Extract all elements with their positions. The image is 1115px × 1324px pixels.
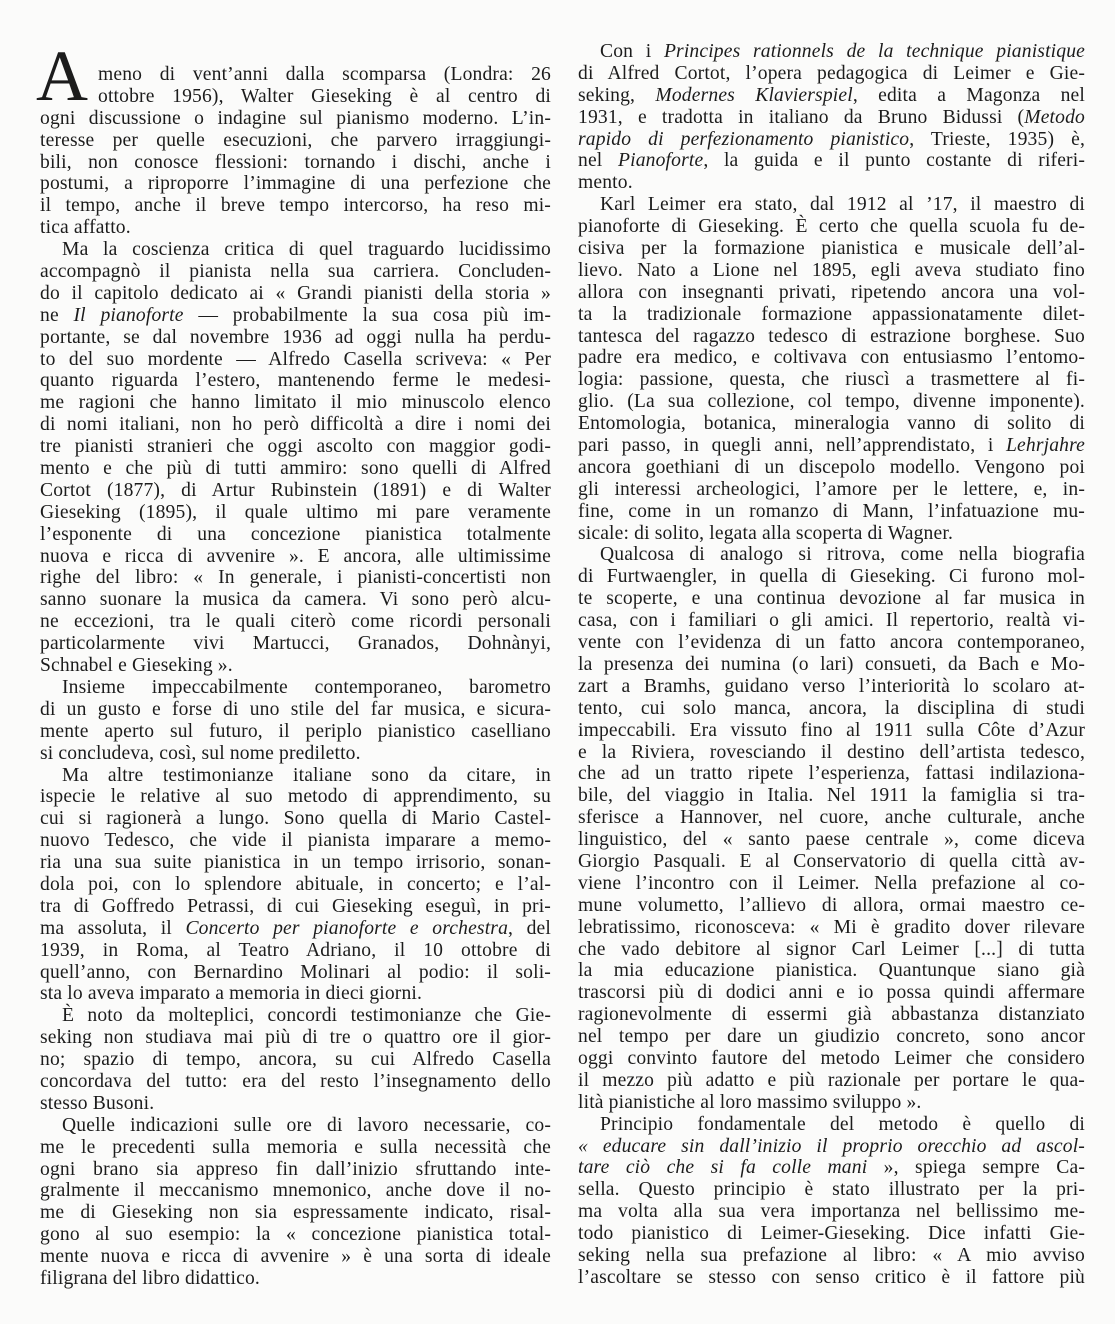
text-segment: ne eccezioni, tra le quali citerò come ricordi personali [40,611,551,633]
text-segment: sanno suonare la musica da camera. Vi sono però alcu- [40,589,551,611]
text-segment: Quelle indicazioni sulle ore di lavoro necessarie, co- [62,1114,551,1136]
text-segment: tre pianisti stranieri che oggi ascolto con maggior godi- [40,436,551,458]
text-segment: la presenza dei numina (o lari) consueti, da Bach e Mo- [578,653,1085,675]
text-line [40,546,551,568]
text-segment: l’esponente di una concezione pianistica totalmente [40,523,551,545]
text-segment: bile, del viaggio in Italia. Nel 1911 la famiglia si tra- [578,785,1085,807]
text-line [40,940,551,962]
text-line [578,63,1085,85]
text-segment: me le precedenti sulla memoria e sulla necessità che [40,1136,551,1158]
text-line [40,392,551,414]
text-line [578,654,1085,676]
italic-title: Modernes Klavierspiel [655,84,853,106]
text-line [40,1246,551,1268]
text-segment: todo pianistico di Leimer-Gieseking. Dice infatti Gie- [578,1223,1085,1245]
text-line [40,239,551,261]
text-segment: lievo. Nato a Lione nel 1895, egli aveva studiato fino [578,259,1085,281]
italic-title: Il pianoforte [73,304,184,326]
text-line [578,391,1085,413]
text-segment: allora con insegnanti privati, ripetendo ancora una vol- [578,281,1085,303]
text-segment: e la Riviera, rovesciando il destino dell’artista tedesco, [578,741,1085,763]
text-line [578,523,1085,545]
text-segment: accompagnò il pianista nella sua carriera. Concluden- [40,261,551,283]
text-segment: gli interessi archeologici, l’amore per le lettere, e, in- [578,478,1085,500]
text-segment: vente con l’evidenza di un fatto ancora contemporaneo, [578,632,1085,654]
text-segment: 1939, in Roma, al Teatro Adriano, il 10 ottobre di [40,939,551,961]
text-line [578,720,1085,742]
text-line [40,108,551,130]
text-segment: tantesca del ragazzo tedesco di estrazione borghese. Suo [578,325,1085,347]
text-segment: stesso Busoni. [40,1092,155,1114]
text-line [578,501,1085,523]
text-segment: Ma la coscienza critica di quel traguardo lucidissimo [62,239,551,261]
text-segment: Entomologia, botanica, mineralogia vanno di solito di [578,413,1085,435]
text-line [578,676,1085,698]
text-segment: », spiega sempre Ca- [867,1157,1086,1179]
text-line [578,1004,1085,1026]
text-line [578,41,1085,63]
italic-title: Pianoforte [618,150,704,172]
text-line [578,413,1085,435]
text-segment: nuova e ricca di avvenire ». E ancora, alle ultimissime [40,545,551,567]
text-line [40,458,551,480]
text-line [578,785,1085,807]
text-segment: te scoperte, e una continua devozione al far musica in [578,588,1085,610]
text-line [40,721,551,743]
text-segment: to del suo mordente — Alfredo Casella scriveva: « Per [40,348,551,370]
text-line [40,436,551,458]
drop-cap: A [36,36,89,116]
text-segment: do il capitolo dedicato ai « Grandi pianisti della storia » [40,282,551,304]
text-line [578,1223,1085,1245]
text-segment: tica affatto. [40,217,131,239]
text-line [578,1245,1085,1267]
text-segment: il mezzo più adatto e più razionale per portare le qua- [578,1069,1085,1091]
text-segment: che ad un tratto ripete l’esperienza, fattasi indilaziona- [578,763,1085,785]
paragraph [578,1114,1085,1289]
text-segment: Schnabel e Gieseking ». [40,655,233,677]
text-segment: che vado debitore al signor Carl Leimer [...] di tutta [578,938,1085,960]
text-line [578,172,1085,194]
text-line [578,347,1085,369]
text-segment: ancora goethiani di un discepolo modello. Vengono poi [578,456,1085,478]
text-line [40,896,551,918]
text-line [578,544,1085,566]
text-column-left [36,36,551,1290]
text-segment: Principio fondamentale del metodo è quello di [600,1113,1085,1135]
text-line [578,1136,1085,1158]
text-segment: Con i [600,41,664,62]
text-segment: particolarmente vivi Martucci, Granados, Dohnànyi, [40,633,551,655]
text-line [40,786,551,808]
text-segment: sta lo aveva imparato a memoria in dieci giorni. [40,983,423,1005]
text-segment: viene l’incontro con il Leimer. Nella prefazione al co- [578,872,1085,894]
paragraph [40,239,551,677]
text-segment: cisiva per la formazione pianistica e musicale dell’al- [578,238,1085,260]
text-segment: concordava del tutto: era del resto l’insegnamento dello [40,1070,551,1092]
text-segment: di nomi italiani, non ho però difficoltà a dire i nomi dei [40,414,551,436]
text-line [578,632,1085,654]
text-segment: padre era medico, e coltivava con entusiasmo l’entomo- [578,347,1085,369]
text-segment: righe del libro: « In generale, i pianisti-concertisti non [40,567,551,589]
italic-title: rapido di perfezionamento pianistico [578,128,910,150]
text-segment: di Furtwaengler, in quella di Gieseking. Ci furono mol- [578,566,1085,588]
text-line [578,939,1085,961]
text-segment: pari passo, in quegli anni, nell’apprendistato, i [578,435,1006,457]
text-segment: di Alfred Cortot, l’opera pedagogica di Leimer e Gie- [578,62,1085,84]
text-line [40,86,551,108]
text-line [578,873,1085,895]
text-segment: ta la tradizionale formazione appassionatamente dilet- [578,303,1085,325]
text-line [40,611,551,633]
text-segment: la mia educazione pianistica. Quantunque siano già [578,960,1085,982]
text-segment: glio. (La sua collezione, col tempo, divenne imponente). [578,391,1085,413]
text-line [578,216,1085,238]
text-line [40,677,551,699]
text-segment: gono al suo esempio: la « concezione pianistica total- [40,1224,551,1246]
text-line [40,414,551,436]
text-line [40,283,551,305]
text-segment: quell’anno, con Bernardino Molinari al podio: il soli- [40,961,551,983]
paragraph [40,64,551,239]
text-line [40,1005,551,1027]
text-segment: zart a Bramhs, guidano verso l’interiorità lo scolaro at- [578,675,1085,697]
paragraph [578,544,1085,1113]
text-line [40,1115,551,1137]
text-line [40,152,551,174]
text-line [578,194,1085,216]
text-segment: no; spazio di tempo, ancora, su cui Alfredo Casella [40,1049,551,1071]
text-line [40,261,551,283]
text-line [578,610,1085,632]
text-segment: ne [40,304,74,326]
text-line [40,480,551,502]
text-line [40,655,551,677]
text-segment: Karl Leimer era stato, dal 1912 al ’17, il maestro di [600,194,1085,216]
text-segment: bili, non conosce flessioni: tornando i dischi, anche i [40,151,551,173]
text-line [578,326,1085,348]
text-line [40,962,551,984]
text-line [40,217,551,239]
text-segment: ogni brano sia appreso fin dall’inizio sfruttando inte- [40,1158,551,1180]
text-line [578,150,1085,172]
text-column-right [578,41,1085,1289]
text-line [578,457,1085,479]
text-segment: nel [578,150,618,172]
text-line [40,983,551,1005]
text-segment: linguistico, del « santo paese centrale », come diceva [578,829,1085,851]
text-line [578,479,1085,501]
text-segment: nel tempo per dare un giudizio concreto, sono ancor [578,1026,1085,1048]
text-line [578,829,1085,851]
text-segment: fine, come in un romanzo di Mann, l’infatuazione mu- [578,500,1085,522]
text-segment: logia: passione, questa, che riuscì a trasmettere al fi- [578,369,1085,391]
text-line [40,327,551,349]
text-line [40,1137,551,1159]
italic-title: Lehrjahre [1006,435,1085,457]
text-line [578,1070,1085,1092]
text-segment: mune volumetto, l’allievo di allora, ormai maestro ce- [578,894,1085,916]
text-segment: me ragioni che hanno limitato il mio minuscolo elenco [40,392,551,414]
text-line [40,830,551,852]
text-line [40,1224,551,1246]
text-line [578,698,1085,720]
text-line [578,1201,1085,1223]
text-line [40,1159,551,1181]
text-segment: Qualcosa di analogo si ritrova, come nella biografia [600,544,1085,566]
text-line [40,1071,551,1093]
text-line [578,763,1085,785]
text-line [578,260,1085,282]
text-line [40,370,551,392]
paragraph [40,677,551,765]
text-segment: Giorgio Pasquali. E al Conservatorio di quella città av- [578,850,1085,872]
text-segment: ogni discussione o indagine sul pianismo moderno. L’in- [40,107,551,129]
text-segment: meno di vent’anni dalla scomparsa (Londra: 26 [98,64,551,85]
text-line [578,238,1085,260]
text-line [578,1048,1085,1070]
italic-title: Concerto per pianoforte e orchestra [185,917,509,939]
text-segment: lebratissimo, riconosceva: « Mi è gradito dover rilevare [578,916,1085,938]
text-segment: ma assoluta, il [40,917,186,939]
text-line [578,107,1085,129]
text-segment: mente nuova e ricca di avvenire » è una sorta di ideale [40,1246,551,1268]
text-line [578,851,1085,873]
text-line [578,982,1085,1004]
text-segment: dola poi, con lo splendore abituale, in concerto; e l’al- [40,873,551,895]
text-line [40,1093,551,1115]
text-line [40,524,551,546]
text-line [40,743,551,765]
text-line [40,699,551,721]
text-line [40,567,551,589]
text-line [578,282,1085,304]
text-line [40,1268,551,1290]
text-line [40,305,551,327]
text-segment: teresse per quelle esecuzioni, che parvero irraggiungi- [40,129,551,151]
text-segment: lità pianistiche al loro massimo sviluppo ». [578,1091,922,1113]
text-line [40,808,551,830]
text-segment: oggi convinto fautore del metodo Leimer che considero [578,1047,1085,1069]
text-segment: gralmente il meccanismo mnemonico, anche dove il no- [40,1180,551,1202]
paragraph [578,41,1085,194]
text-line [40,502,551,524]
text-line [40,130,551,152]
text-segment: ria una sua suite pianistica in un tempo irrisorio, sonan- [40,852,551,874]
text-segment: È noto da molteplici, concordi testimonianze che Gie- [62,1005,551,1027]
text-segment: , la guida e il punto costante di riferi- [703,150,1086,172]
paragraph [40,1005,551,1114]
text-line [40,589,551,611]
text-line [40,349,551,371]
text-line [578,917,1085,939]
text-segment: Gieseking (1895), il quale ultimo mi pare veramente [40,501,551,523]
text-line [40,195,551,217]
text-segment: Ma altre testimonianze italiane sono da citare, in [62,764,551,786]
text-segment: tra di Goffredo Petrassi, di cui Gieseking eseguì, in pri- [40,895,551,917]
text-segment: filigrana del libro didattico. [40,1267,260,1289]
text-segment: ma volta alla sua vera importanza nel bellissimo me- [578,1201,1085,1223]
text-segment: , Trieste, 1935) è, [909,128,1085,150]
text-line [40,173,551,195]
text-segment: postumi, a riproporre l’immagine di una perfezione che [40,173,551,195]
text-segment: di un gusto e forse di uno stile del far musica, e sicura- [40,698,551,720]
text-segment: trascorsi più di dodici anni e io possa quindi affermare [578,982,1085,1004]
text-segment: sicale: di solito, legata alla scoperta di Wagner. [578,522,953,544]
text-line [578,742,1085,764]
text-segment: si concludeva, così, sul nome prediletto. [40,742,361,764]
paragraph [40,1115,551,1290]
text-segment: 1931, e tradotta in italiano da Bruno Bidussi ( [578,106,1025,128]
text-line [40,1049,551,1071]
text-line [578,588,1085,610]
text-segment: il tempo, anche il breve tempo intercorso, ha reso mi- [40,195,551,217]
text-segment: portante, se dal novembre 1936 ad oggi nulla ha perdu- [40,326,551,348]
text-line [578,566,1085,588]
text-line [578,435,1085,457]
text-line [40,874,551,896]
text-segment: ispecie le relative al suo metodo di apprendimento, su [40,786,551,808]
italic-title: « educare sin dall’inizio il proprio orecchio ad ascol- [578,1135,1085,1157]
text-line [578,1179,1085,1201]
paragraph [578,194,1085,544]
text-line [578,85,1085,107]
text-segment: mente aperto sul futuro, il periplo pianistico caselliano [40,720,551,742]
text-line [578,1267,1085,1289]
text-segment: — probabilmente la sua cosa più im- [183,304,551,326]
paragraph [40,765,551,1006]
text-line [578,1026,1085,1048]
italic-title: tare ciò che si fa colle mani [578,1157,868,1179]
text-segment: me di Gieseking non sia espressamente indicato, risal- [40,1202,551,1224]
text-segment: Cortot (1877), di Artur Rubinstein (1891) e di Walter [40,479,551,501]
text-line [578,129,1085,151]
text-segment: impeccabili. Era vissuto fino al 1911 sulla Côte d’Azur [578,719,1085,741]
text-segment: seking, [578,84,656,106]
text-segment: seking nella sua prefazione al libro: « A mio avviso [578,1244,1085,1266]
text-segment: sferisce a Hannover, nel cuore, anche culturale, anche [578,807,1085,829]
text-segment: Insieme impeccabilmente contemporaneo, barometro [62,676,551,698]
text-line [578,1157,1085,1179]
text-segment: tento, cui solo manca, ancora, la disciplina di studi [578,697,1085,719]
text-segment: l’ascoltare se stesso con senso critico è il fattore più [578,1266,1085,1288]
text-segment: , edita a Magonza nel [852,84,1085,106]
text-segment: sella. Questo principio è stato illustrato per la pri- [578,1179,1085,1201]
text-segment: casa, con i familiari o gli amici. Il repertorio, realtà vi- [578,610,1085,632]
italic-title: Metodo [1024,106,1085,128]
text-line [40,765,551,787]
text-line [40,64,551,86]
text-segment: mento. [578,172,633,194]
text-segment: ragionevolmente di essermi già abbastanza distanziato [578,1004,1085,1026]
text-line [578,895,1085,917]
text-segment: , del [508,917,551,939]
text-line [578,369,1085,391]
text-segment: pianoforte di Gieseking. È certo che quella scuola fu de- [578,216,1085,238]
text-segment: nuovo Tedesco, che vide il pianista imparare a memo- [40,830,551,852]
text-segment: quanto riguarda l’estero, mantenendo ferme le medesi- [40,370,551,392]
text-line [40,633,551,655]
text-line [40,1180,551,1202]
text-line [578,807,1085,829]
text-segment: mento e che più di tutti ammiro: sono quelli di Alfred [40,458,551,480]
text-line [40,1027,551,1049]
text-segment: ottobre 1956), Walter Gieseking è al centro di [98,85,551,107]
text-line [578,960,1085,982]
text-segment: cui si ragionerà a lungo. Sono quella di Mario Castel- [40,808,551,830]
text-line [40,918,551,940]
italic-title: Principes rationnels de la technique pianistique [663,41,1085,62]
text-line [578,304,1085,326]
text-line [40,1202,551,1224]
text-line [578,1114,1085,1136]
text-segment: seking non studiava mai più di tre o quattro ore il gior- [40,1027,551,1049]
text-line [40,852,551,874]
text-line [578,1092,1085,1114]
